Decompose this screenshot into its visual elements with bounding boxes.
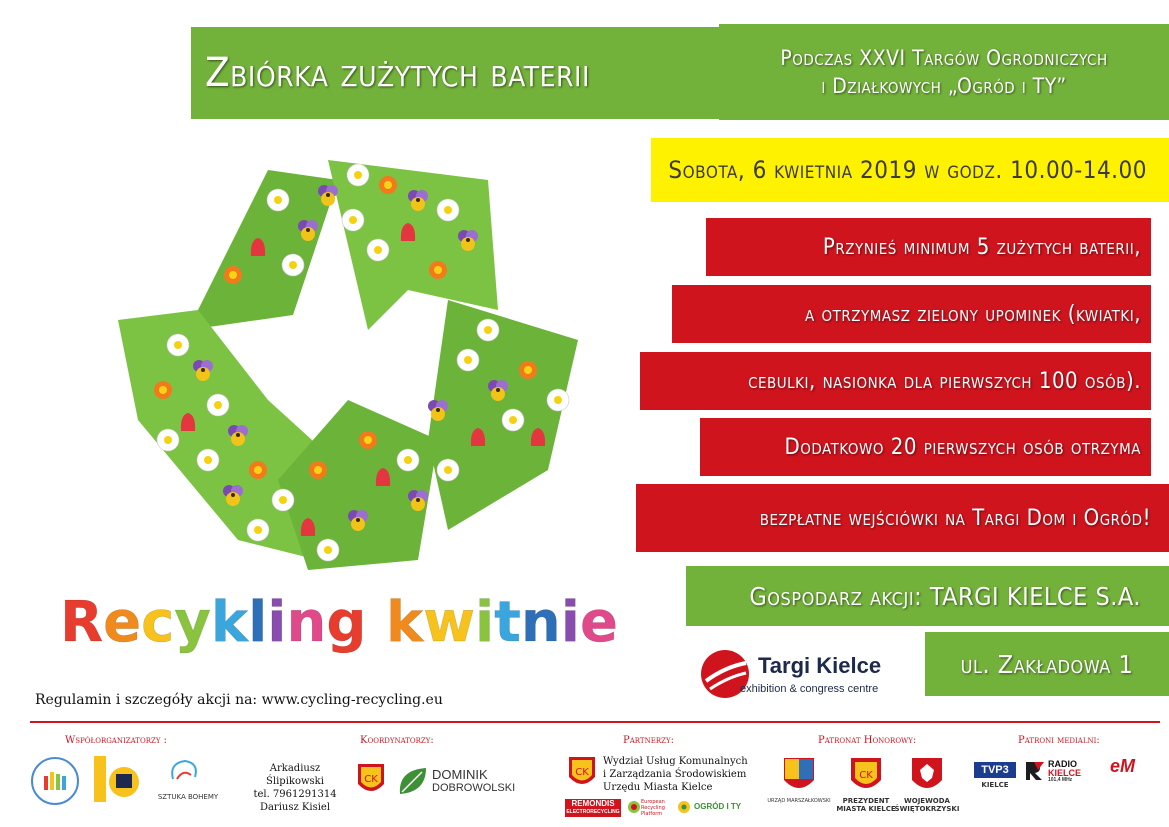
title-banner bbox=[191, 27, 743, 119]
ck-crest-logo bbox=[356, 762, 386, 798]
partner-city-text bbox=[603, 755, 748, 794]
dominik-name: DOMINIK bbox=[432, 767, 488, 782]
host-banner bbox=[686, 566, 1169, 626]
date-text: Sobota, 6 kwietnia 2019 w godz. 10.00-14.00 bbox=[668, 156, 1147, 184]
swietokrzyskie-crest-icon bbox=[782, 756, 816, 796]
partner-ck-text: CK bbox=[575, 767, 589, 778]
info-line-2 bbox=[672, 285, 1151, 343]
campaign-title-letter: w bbox=[423, 590, 475, 655]
dominik-leaf-icon bbox=[396, 764, 430, 798]
info-line-1 bbox=[706, 218, 1151, 276]
info-line-5-text: bezpłatne wejściówki na Targi Dom i Ogród! bbox=[759, 505, 1151, 531]
coordinator-name2: Dariusz Kisiel bbox=[259, 802, 331, 813]
wojewoda-text bbox=[890, 797, 964, 814]
coordinator-info bbox=[245, 762, 345, 814]
targi-logo-name: Targi Kielce bbox=[758, 653, 882, 678]
partner-text-2: i Zarządzania Środowiskiem bbox=[603, 769, 747, 780]
coordinators-title: Koordynatorzy: bbox=[360, 735, 434, 746]
campaign-title-letter bbox=[366, 590, 386, 655]
title-text: Zbiórka zużytych baterii bbox=[205, 50, 590, 96]
media-title: Patroni medialni: bbox=[1018, 735, 1100, 746]
campaign-title-letter: k bbox=[385, 590, 424, 655]
eagle-crest-icon bbox=[910, 756, 944, 796]
date-banner bbox=[651, 138, 1169, 202]
tvp3-logo: TVP3 bbox=[974, 762, 1016, 778]
wojewoda-line2: ŚWIĘTOKRZYSKI bbox=[894, 805, 960, 814]
info-line-3 bbox=[640, 352, 1151, 410]
ogrod-flower-icon bbox=[677, 800, 691, 814]
campaign-title-letter: i bbox=[560, 590, 580, 655]
partner-text-3: Urzędu Miasta Kielce bbox=[603, 782, 713, 793]
partner-text-1: Wydział Usług Komunalnych bbox=[603, 756, 748, 767]
coordinator-phone: tel. 7961291314 bbox=[253, 789, 337, 800]
targi-kielce-logo bbox=[700, 645, 920, 703]
ck-crest-text: CK bbox=[364, 774, 378, 785]
campaign-title-letter: k bbox=[210, 590, 249, 655]
info-line-4-text: Dodatkowo 20 pierwszych osób otrzyma bbox=[784, 434, 1141, 460]
campaign-title-letter: c bbox=[141, 590, 175, 655]
recycling-flowers-emblem bbox=[118, 140, 598, 590]
tvp3-sub: KIELCE bbox=[981, 781, 1009, 789]
campaign-title-letter: e bbox=[580, 590, 618, 655]
remondis-text: REMONDIS bbox=[571, 799, 615, 808]
coordinator-name1: Arkadiusz Ślipikowski bbox=[266, 763, 324, 787]
sztuka-bohemy-text: SZTUKA BOHEMY bbox=[157, 793, 219, 801]
partners-title: Partnerzy: bbox=[623, 735, 674, 746]
prezydent-crest-icon bbox=[849, 756, 883, 796]
info-line-2-text: a otrzymasz zielony upominek (kwiatki, bbox=[805, 301, 1141, 327]
radio-freq: 101,4 MHz bbox=[1048, 777, 1073, 783]
campaign-title-letter: n bbox=[286, 590, 327, 655]
sztuka-bohemy-logo bbox=[165, 757, 205, 787]
prezydent-crest-text: CK bbox=[859, 770, 873, 781]
campaign-title-letter: i bbox=[267, 590, 287, 655]
address-banner bbox=[925, 632, 1169, 696]
radio-kielce-text bbox=[1048, 760, 1081, 783]
electro-text: ELECTRORECYCLING bbox=[566, 809, 620, 815]
erp-text: European Recycling Platform bbox=[641, 799, 665, 817]
urzad-text: URZĄD MARSZAŁKOWSKI bbox=[767, 798, 831, 804]
wojewoda-line1: WOJEWODA bbox=[904, 797, 950, 805]
host-line2: ul. Zakładowa 1 bbox=[960, 649, 1134, 679]
info-line-1-text: Przynieś minimum 5 zużytych baterii, bbox=[822, 234, 1141, 260]
campaign-title-letter: e bbox=[103, 590, 142, 655]
radio-label: RADIO bbox=[1048, 759, 1077, 769]
radio-kielce-icon bbox=[1024, 760, 1046, 782]
subtitle-banner bbox=[719, 24, 1169, 120]
targi-logo-tagline: exhibition & congress centre bbox=[740, 683, 879, 695]
campaign-title-letter: g bbox=[326, 590, 367, 655]
prezydent-line1: PREZYDENT bbox=[842, 797, 890, 805]
subtitle-line2: i Działkowych „Ogród i TY” bbox=[821, 74, 1067, 98]
patronage-title: Patronat Honorowy: bbox=[818, 735, 917, 746]
campaign-title-letter: y bbox=[174, 590, 211, 655]
info-line-5 bbox=[636, 484, 1169, 552]
campaign-title-letter: l bbox=[248, 590, 268, 655]
rules-text: Regulamin i szczegóły akcji na: www.cycling-recycling.eu bbox=[35, 692, 443, 708]
prezydent-line2: MIASTA KIELCE bbox=[836, 805, 896, 814]
campaign-title-letter: n bbox=[520, 590, 561, 655]
campaign-title-letter: t bbox=[494, 590, 521, 655]
info-line-3-text: cebulki, nasionka dla pierwszych 100 osób). bbox=[748, 368, 1141, 394]
coorganizer-logo-2 bbox=[92, 754, 142, 804]
remondis-logo bbox=[565, 799, 621, 817]
campaign-title-letter: i bbox=[474, 590, 495, 655]
host-line1: Gospodarz akcji: TARGI KIELCE S.A. bbox=[749, 581, 1141, 611]
erp-icon bbox=[627, 800, 641, 814]
partner-ck-crest-logo bbox=[567, 755, 597, 791]
em-logo: eM bbox=[1110, 756, 1136, 776]
coorganizer-logo-1 bbox=[30, 756, 80, 806]
dobrowolski-name: DOBROWOLSKI bbox=[432, 782, 516, 795]
ogrod-text: OGRÓD I TY bbox=[694, 802, 742, 811]
campaign-title-letter: R bbox=[60, 590, 104, 655]
info-line-4 bbox=[700, 418, 1151, 476]
subtitle-line1: Podczas XXVI Targów Ogrodniczych bbox=[780, 45, 1108, 70]
radio-city: KIELCE bbox=[1048, 768, 1082, 778]
divider bbox=[30, 721, 1160, 723]
campaign-title bbox=[60, 590, 618, 655]
coorganizers-title: Współorganizatorzy : bbox=[65, 735, 167, 746]
dominik-text bbox=[432, 768, 515, 794]
